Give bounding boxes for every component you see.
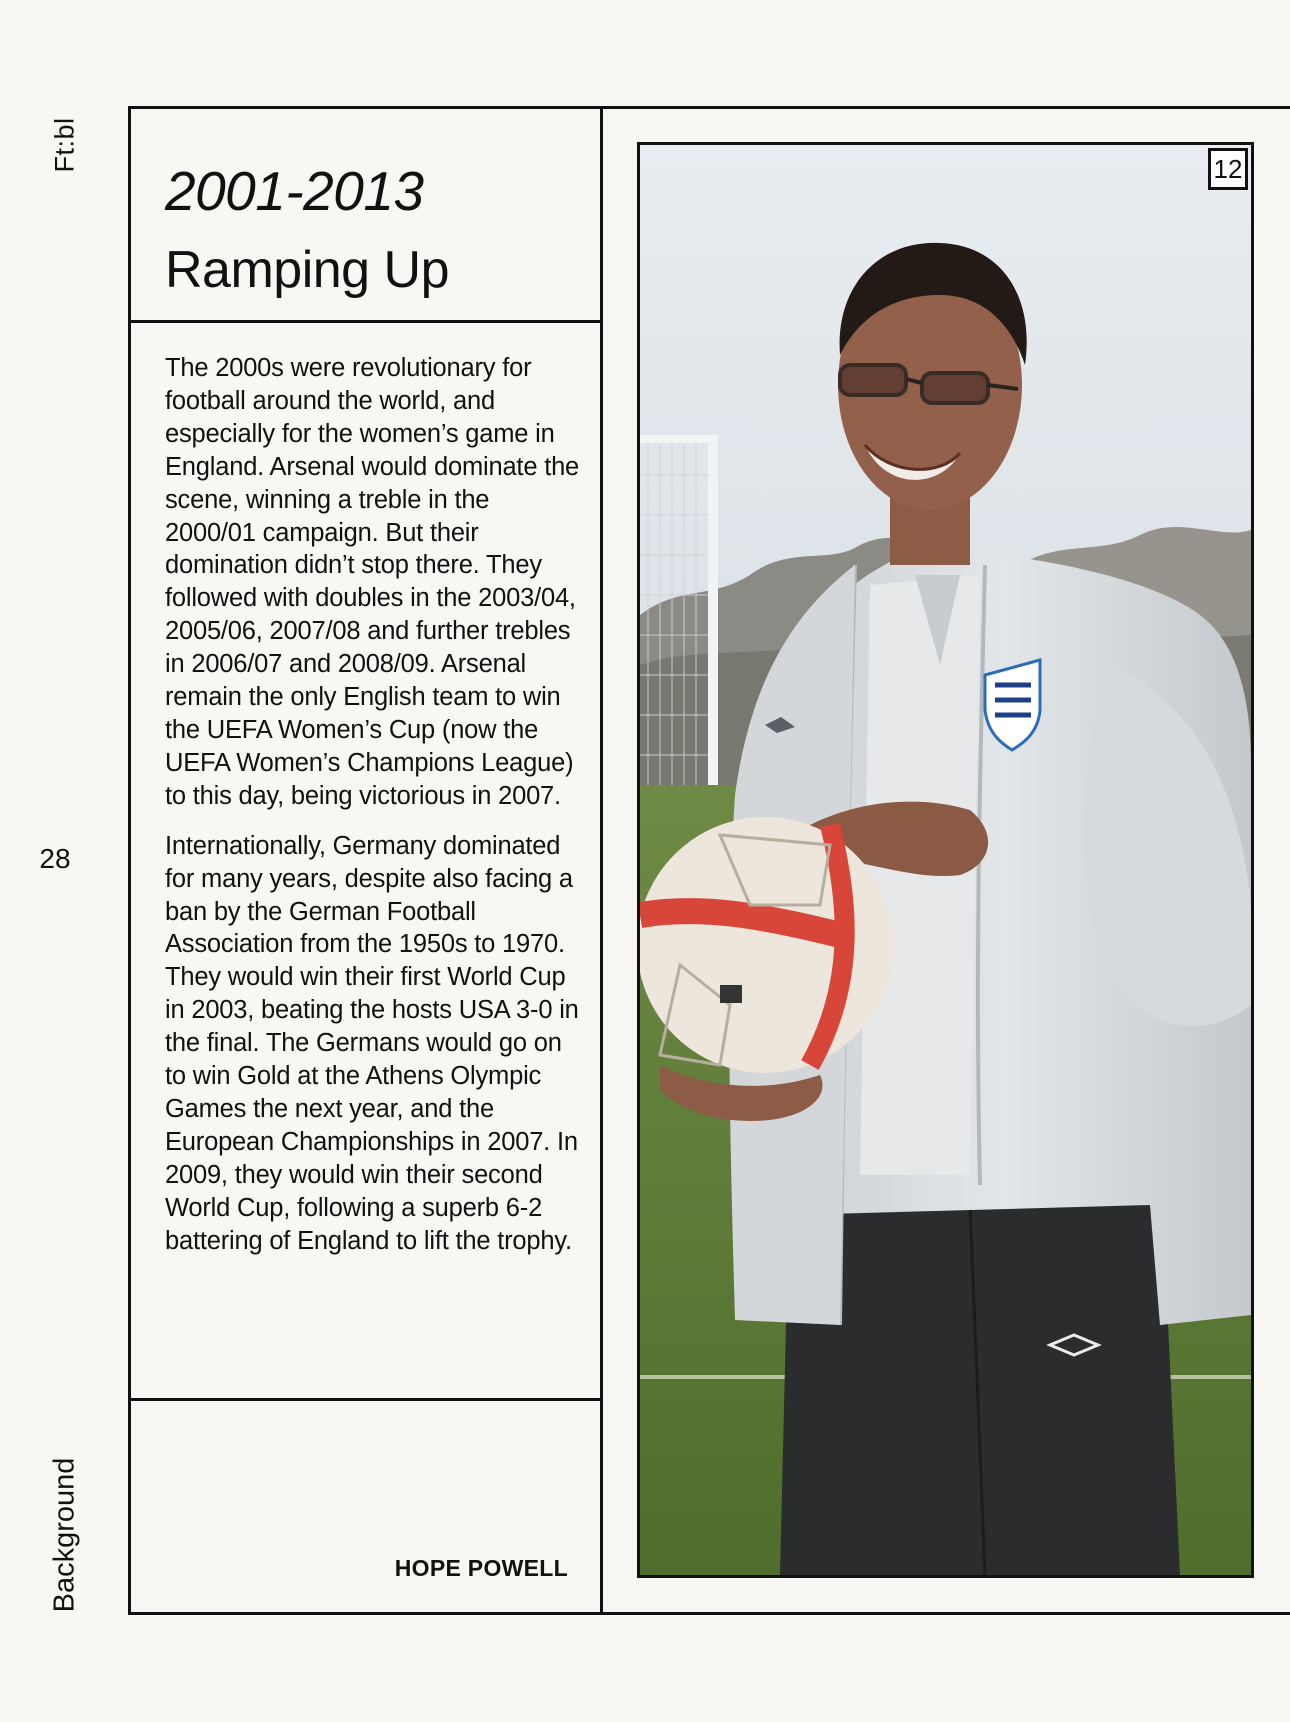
frame-left-rule	[128, 106, 131, 1615]
heading-divider	[129, 320, 603, 323]
body-paragraph-1: The 2000s were revolutionary for football around the world, and especially for the women’s game in England. Arsenal would dominate the scene, winning a treble in the 2000/01 campaign. But their domination didn’t stop there. They followed with doubles in the 2003/04, 2005/06, 2007/08 and further trebles in 2006/07 and 2008/09. Arsenal remain the only English team to win the UEFA Women’s Cup (now the UEFA Women’s Champions League) to this day, being victorious in 2007.	[165, 354, 580, 810]
frame-column-divider	[600, 106, 603, 1615]
caption-divider	[129, 1398, 603, 1401]
portrait-photo	[637, 142, 1254, 1578]
frame-top-rule	[129, 106, 1290, 109]
frame-bottom-rule	[129, 1612, 1290, 1615]
heading-title: Ramping Up	[165, 241, 450, 299]
photo-caption: HOPE POWELL	[394, 1555, 568, 1581]
heading-years: 2001-2013	[165, 160, 424, 222]
portrait-illustration	[640, 145, 1251, 1575]
article-body	[165, 352, 585, 1274]
photo-number-tag: 12	[1208, 148, 1248, 190]
magazine-brand-text: Ft:bl	[49, 117, 80, 173]
magazine-brand	[40, 90, 90, 200]
section-label-text: Background	[48, 1457, 81, 1613]
page-number: 28	[39, 843, 71, 874]
body-paragraph-2: Internationally, Germany dominated for many years, despite also facing a ban by the German Football Association from the 1950s to 1970. They would win their first World Cup in 2003, beating the hosts USA 3-0 in the final. The Germans would go on to win Gold at the Athens Olympic Games the next year, and the European Championships in 2007. In 2009, they would win their second World Cup, following a superb 6-2 battering of England to lift the trophy.	[165, 831, 579, 1255]
section-label	[38, 1450, 92, 1620]
article-heading	[165, 155, 585, 313]
